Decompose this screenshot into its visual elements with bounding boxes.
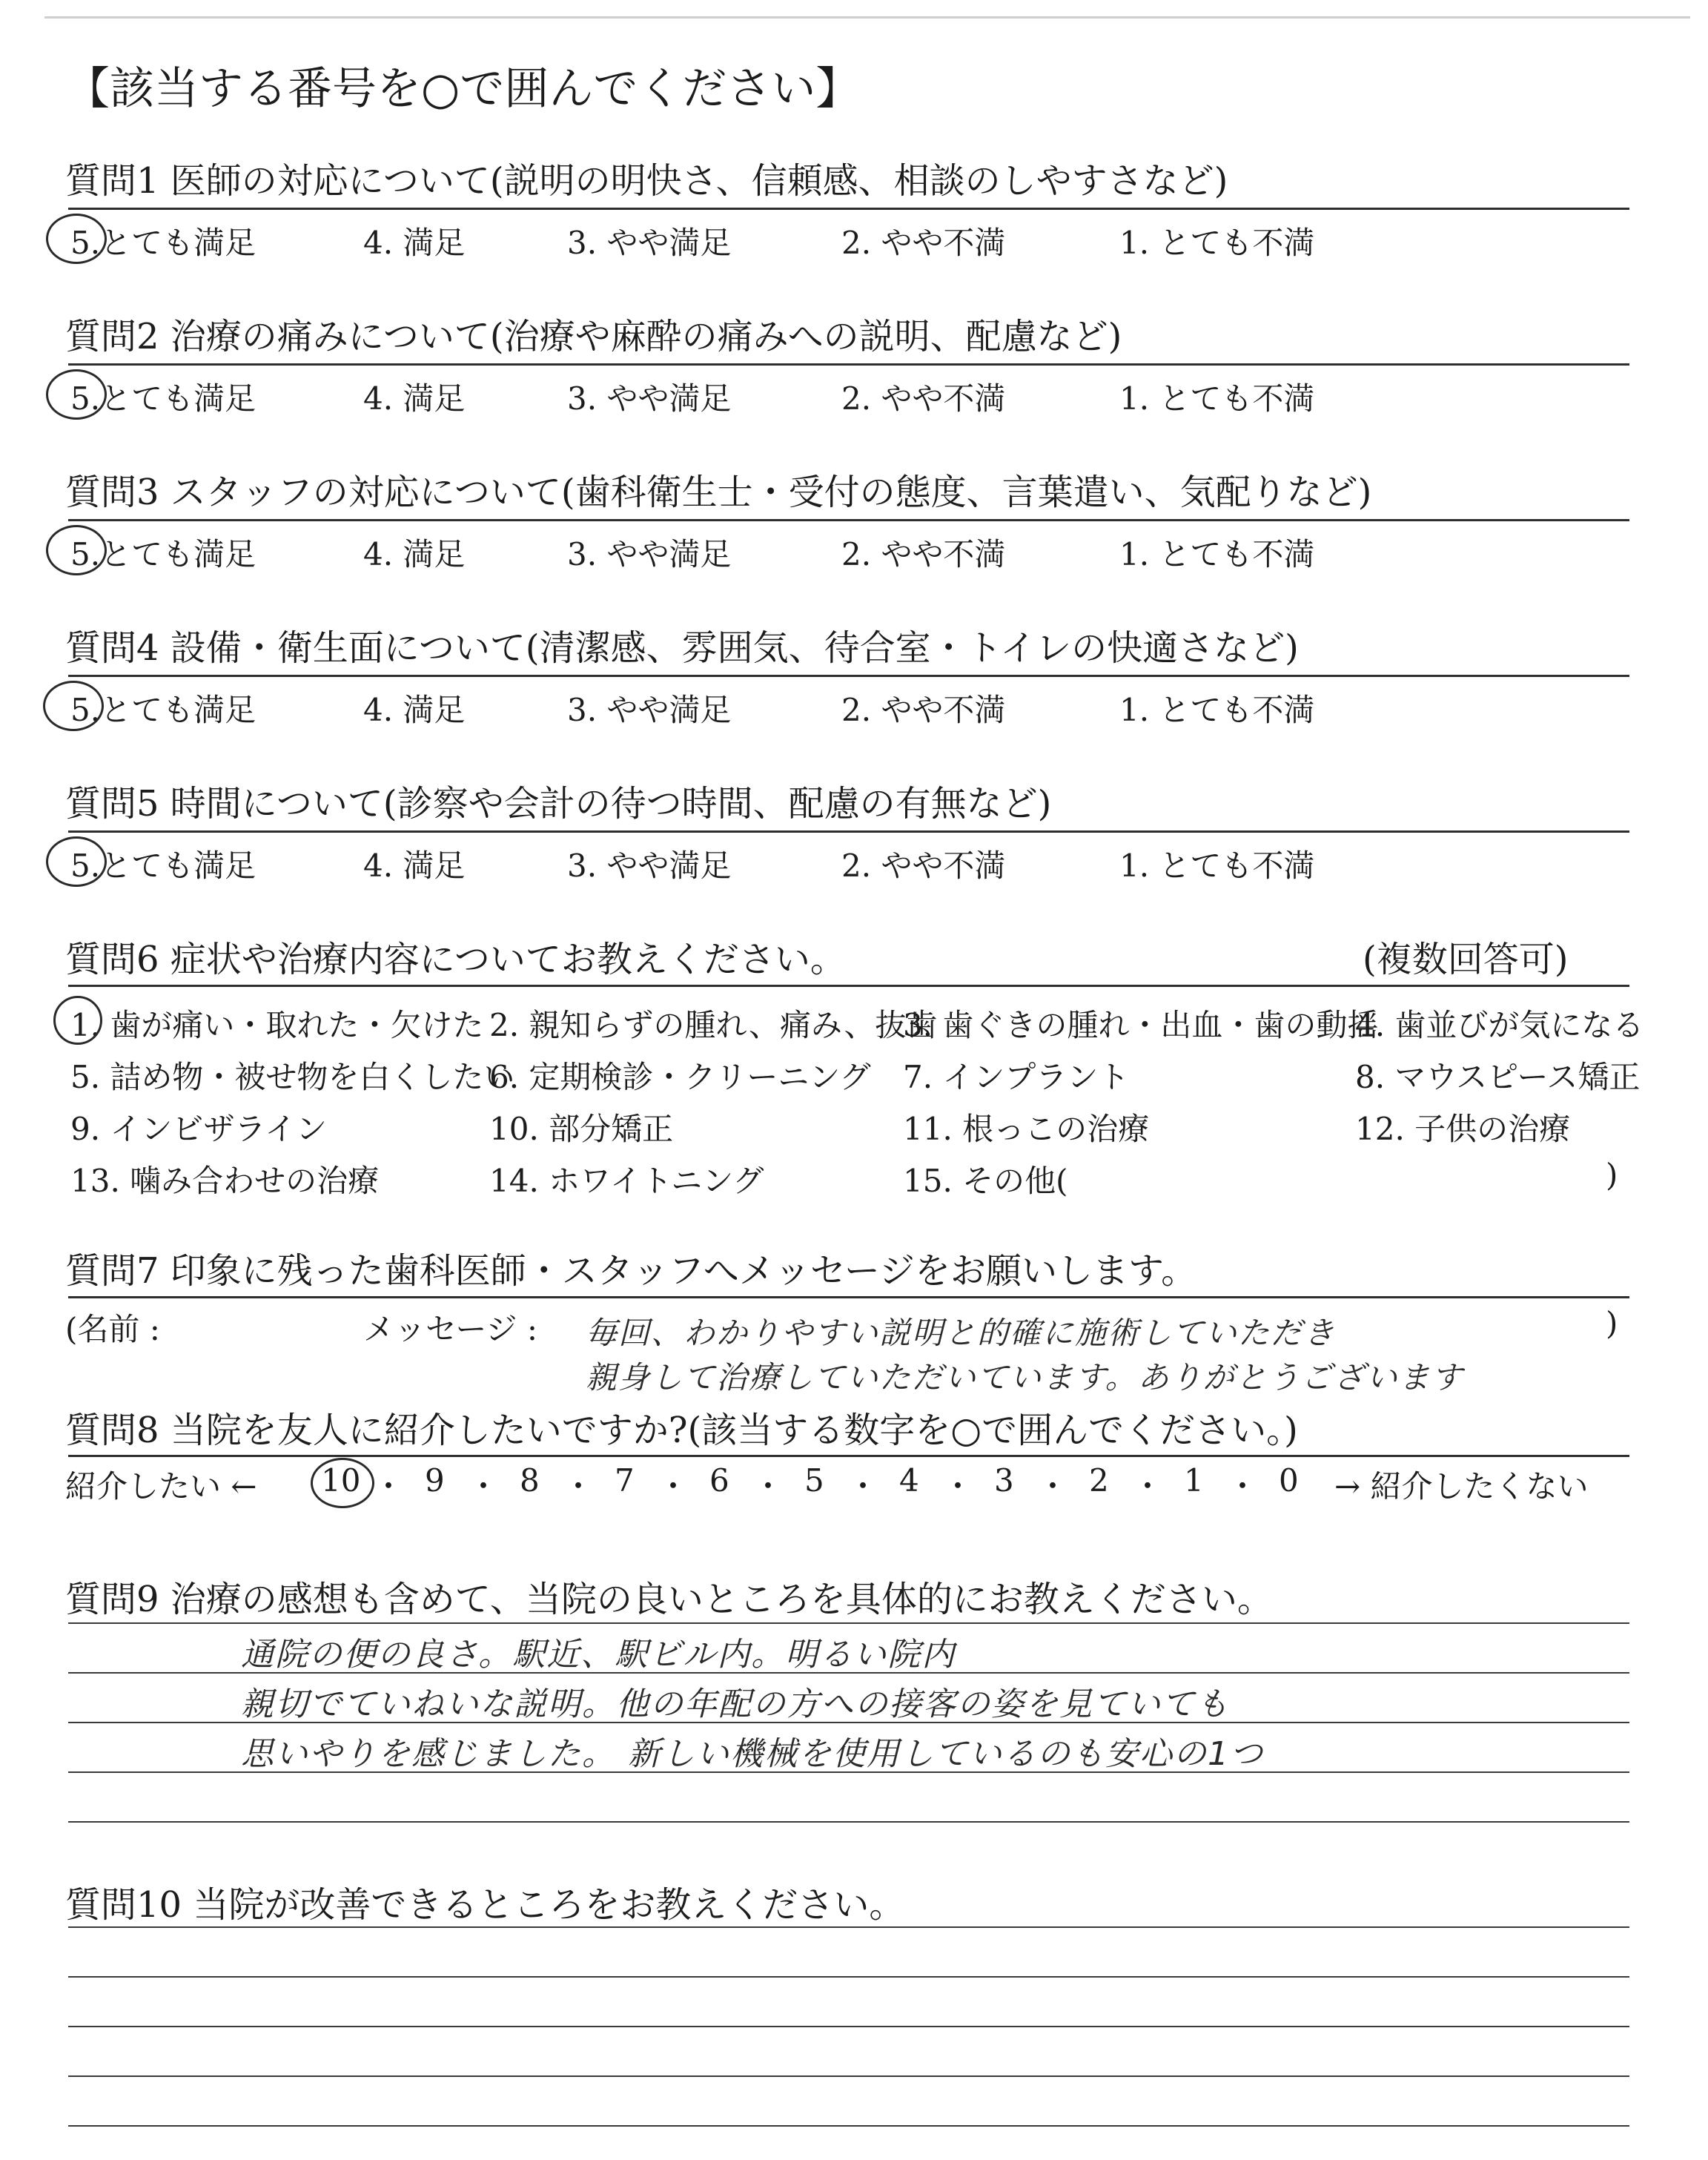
- question-5-rule: [68, 830, 1629, 833]
- q4-selection-circle: [43, 681, 104, 731]
- question-8-rule: [68, 1455, 1629, 1457]
- q1-option-4[interactable]: 4. 満足: [363, 225, 466, 261]
- q9-answer-line-3: 思いやりを感じました。 新しい機械を使用しているのも安心の1つ: [241, 1735, 1264, 1773]
- q9-answer-line-1: 通院の便の良さ。駅近、駅ビル内。明るい院内: [241, 1636, 956, 1674]
- q8-scale-value-4[interactable]: 4: [899, 1462, 919, 1499]
- question-4-rule: [68, 675, 1629, 677]
- q7-close-paren: ): [1606, 1305, 1618, 1341]
- q10-line-3: [68, 2026, 1629, 2027]
- q6-option-10[interactable]: 10. 部分矯正: [489, 1111, 674, 1147]
- q8-scale-separator: ・: [1037, 1468, 1069, 1505]
- q6-option-4[interactable]: 4. 歯並びが気になる: [1355, 1007, 1644, 1043]
- q8-scale-value-7[interactable]: 7: [615, 1462, 635, 1499]
- q2-option-3[interactable]: 3. やや満足: [567, 380, 732, 417]
- q8-scale-separator: ・: [942, 1468, 974, 1505]
- q3-option-2[interactable]: 2. やや不満: [841, 536, 1006, 572]
- q5-option-5[interactable]: 5.とても満足: [70, 848, 256, 884]
- q3-option-4[interactable]: 4. 満足: [363, 536, 466, 572]
- q2-option-2[interactable]: 2. やや不満: [841, 380, 1006, 417]
- question-3-rule: [68, 519, 1629, 521]
- q8-scale-separator: ・: [1132, 1468, 1164, 1505]
- q8-scale-separator: ・: [373, 1468, 405, 1505]
- q4-option-4[interactable]: 4. 満足: [363, 692, 466, 728]
- q1-option-3[interactable]: 3. やや満足: [567, 225, 732, 261]
- q5-selection-circle: [46, 836, 107, 887]
- q3-option-1[interactable]: 1. とても不満: [1119, 536, 1315, 572]
- q8-left-label: 紹介したい ←: [65, 1468, 257, 1505]
- q8-scale-separator: ・: [1227, 1468, 1259, 1505]
- q10-line-2: [68, 1976, 1629, 1978]
- question-10-label: 質問10 当院が改善できるところをお教えください。: [65, 1884, 905, 1926]
- q10-line-1: [68, 1926, 1629, 1928]
- q6-option-15[interactable]: 15. その他(: [903, 1163, 1068, 1199]
- q4-option-1[interactable]: 1. とても不満: [1119, 692, 1315, 728]
- q6-option-8[interactable]: 8. マウスピース矯正: [1355, 1059, 1641, 1095]
- q9-answer-line-2: 親切でていねいな説明。他の年配の方への接客の姿を見ていても: [241, 1685, 1230, 1723]
- q8-selection-circle: [311, 1458, 374, 1508]
- q6-selection-circle: [53, 996, 102, 1045]
- q4-option-3[interactable]: 3. やや満足: [567, 692, 732, 728]
- question-7-rule: [68, 1296, 1629, 1298]
- q1-selection-circle: [46, 214, 107, 264]
- q6-option-5[interactable]: 5. 詰め物・被せ物を白くしたい: [70, 1059, 515, 1095]
- q3-selection-circle: [46, 525, 107, 575]
- q8-scale-value-5[interactable]: 5: [804, 1462, 824, 1499]
- q8-scale-separator: ・: [563, 1468, 595, 1505]
- question-1-rule: [68, 208, 1629, 210]
- q6-option-3[interactable]: 3. 歯ぐきの腫れ・出血・歯の動揺: [903, 1007, 1379, 1043]
- question-7-label: 質問7 印象に残った歯科医師・スタッフへメッセージをお願いします。: [65, 1250, 1197, 1292]
- q8-scale-value-9[interactable]: 9: [425, 1462, 445, 1499]
- question-6-label: 質問6 症状や治療内容についてお教えください。: [65, 939, 846, 980]
- q8-scale-value-10[interactable]: 10: [321, 1462, 361, 1499]
- q2-option-5[interactable]: 5.とても満足: [70, 380, 256, 417]
- q7-message-line-1: 毎回、わかりやすい説明と的確に施術していただき: [586, 1315, 1337, 1351]
- q5-option-3[interactable]: 3. やや満足: [567, 848, 732, 884]
- q8-scale-value-8[interactable]: 8: [520, 1462, 540, 1499]
- q1-option-5[interactable]: 5.とても満足: [70, 225, 256, 261]
- question-6-note: (複数回答可): [1363, 939, 1569, 980]
- q6-option-14[interactable]: 14. ホワイトニング: [489, 1163, 764, 1199]
- q8-scale-value-6[interactable]: 6: [709, 1462, 729, 1499]
- q5-option-1[interactable]: 1. とても不満: [1119, 848, 1315, 884]
- q9-line-5: [68, 1821, 1629, 1823]
- question-2-rule: [68, 363, 1629, 366]
- q6-option-13[interactable]: 13. 噛み合わせの治療: [70, 1163, 380, 1199]
- q6-option-2[interactable]: 2. 親知らずの腫れ、痛み、抜歯: [489, 1007, 938, 1043]
- q2-option-1[interactable]: 1. とても不満: [1119, 380, 1315, 417]
- q3-option-3[interactable]: 3. やや満足: [567, 536, 732, 572]
- q8-scale-value-3[interactable]: 3: [994, 1462, 1014, 1499]
- q4-option-5[interactable]: 5.とても満足: [70, 692, 256, 728]
- q3-option-5[interactable]: 5.とても満足: [70, 536, 256, 572]
- q8-scale-value-1[interactable]: 1: [1184, 1462, 1204, 1499]
- q6-option-9[interactable]: 9. インビザライン: [70, 1111, 328, 1147]
- q8-scale-separator: ・: [752, 1468, 784, 1505]
- question-5-label: 質問5 時間について(診察や会計の待つ時間、配慮の有無など): [65, 783, 1052, 825]
- page-title: 【該当する番号を○で囲んでください】: [65, 63, 861, 115]
- question-2-label: 質問2 治療の痛みについて(治療や麻酔の痛みへの説明、配慮など): [65, 316, 1122, 357]
- q7-name-label: (名前 :: [65, 1311, 160, 1347]
- top-edge-line: [44, 16, 1690, 19]
- q2-option-4[interactable]: 4. 満足: [363, 380, 466, 417]
- q8-right-label: → 紹介したくない: [1334, 1468, 1589, 1505]
- q5-option-4[interactable]: 4. 満足: [363, 848, 466, 884]
- q6-option-6[interactable]: 6. 定期検診・クリーニング: [489, 1059, 871, 1095]
- q8-scale-value-0[interactable]: 0: [1279, 1462, 1299, 1499]
- q1-option-2[interactable]: 2. やや不満: [841, 225, 1006, 261]
- q8-scale-separator: ・: [847, 1468, 879, 1505]
- question-8-label: 質問8 当院を友人に紹介したいですか?(該当する数字を○で囲んでください。): [65, 1410, 1298, 1451]
- q6-option-12[interactable]: 12. 子供の治療: [1355, 1111, 1571, 1147]
- q6-option-7[interactable]: 7. インプラント: [903, 1059, 1130, 1095]
- q6-option-1[interactable]: 1. 歯が痛い・取れた・欠けた: [70, 1007, 484, 1043]
- q10-line-5: [68, 2125, 1629, 2127]
- question-9-label: 質問9 治療の感想も含めて、当院の良いところを具体的にお教えください。: [65, 1579, 1273, 1620]
- q8-scale-value-2[interactable]: 2: [1089, 1462, 1109, 1499]
- question-6-rule: [68, 985, 1629, 987]
- q10-line-4: [68, 2075, 1629, 2077]
- q1-option-1[interactable]: 1. とても不満: [1119, 225, 1315, 261]
- question-1-label: 質問1 医師の対応について(説明の明快さ、信頼感、相談のしやすさなど): [65, 160, 1228, 202]
- q7-message-line-2: 親身して治療していただいています。ありがとうございます: [586, 1359, 1464, 1396]
- q4-option-2[interactable]: 2. やや不満: [841, 692, 1006, 728]
- q6-option-11[interactable]: 11. 根っこの治療: [903, 1111, 1150, 1147]
- q9-line-1: [68, 1622, 1629, 1624]
- q5-option-2[interactable]: 2. やや不満: [841, 848, 1006, 884]
- q2-selection-circle: [46, 369, 107, 420]
- q8-scale-separator: ・: [658, 1468, 689, 1505]
- q8-scale-separator: ・: [468, 1468, 500, 1505]
- question-4-label: 質問4 設備・衛生面について(清潔感、雰囲気、待合室・トイレの快適さなど): [65, 627, 1299, 669]
- question-3-label: 質問3 スタッフの対応について(歯科衛生士・受付の態度、言葉遣い、気配りなど): [65, 472, 1372, 513]
- q7-message-label: メッセージ :: [363, 1311, 537, 1347]
- q6-other-close-paren: ): [1606, 1157, 1618, 1193]
